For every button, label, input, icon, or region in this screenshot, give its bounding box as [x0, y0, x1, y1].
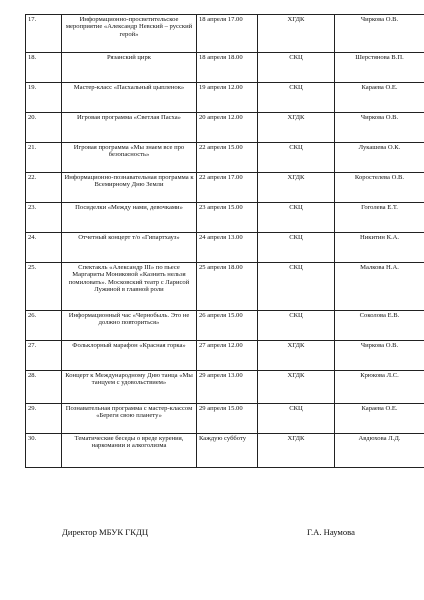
row-number: 29.	[26, 404, 62, 434]
event-name: Познавательная программа с мастер-классом «Береги свою планету»	[62, 404, 197, 434]
event-responsible: Караева О.Е.	[335, 83, 424, 113]
event-responsible: Чиркова О.В.	[335, 15, 424, 53]
table-row	[26, 15, 424, 53]
event-date: 29 апреля 15.00	[197, 404, 258, 434]
event-responsible: Гоголева Е.Т.	[335, 203, 424, 233]
table-row	[26, 203, 424, 233]
table-row	[26, 53, 424, 83]
event-place: СКЦ	[258, 311, 335, 341]
event-name: Фольклорный марафон «Красная горка»	[62, 341, 197, 371]
table-row	[26, 341, 424, 371]
event-responsible: Малкова Н.А.	[335, 263, 424, 311]
signature-position: Директор МБУК ГКДЦ	[62, 527, 149, 537]
event-responsible: Крюкова Л.С.	[335, 371, 424, 404]
event-name: Игровая программа «Светлая Пасха»	[62, 113, 197, 143]
row-number: 21.	[26, 143, 62, 173]
event-date: 18 апреля 18.00	[197, 53, 258, 83]
event-date: 19 апреля 12.00	[197, 83, 258, 113]
table-row	[26, 404, 424, 434]
events-table-body	[26, 15, 424, 468]
event-date: 24 апреля 13.00	[197, 233, 258, 263]
events-table	[25, 14, 424, 468]
event-place: ХГДК	[258, 15, 335, 53]
table-row	[26, 434, 424, 468]
event-responsible: Караева О.Е.	[335, 404, 424, 434]
event-name: Игровая программа «Мы знаем все про безопасность»	[62, 143, 197, 173]
event-name: Мастер-класс «Пасхальный цыпленок»	[62, 83, 197, 113]
event-name: Рязанский цирк	[62, 53, 197, 83]
event-place: СКЦ	[258, 53, 335, 83]
event-place: ХГДК	[258, 371, 335, 404]
event-date: 20 апреля 12.00	[197, 113, 258, 143]
event-place: ХГДК	[258, 341, 335, 371]
row-number: 23.	[26, 203, 62, 233]
table-row	[26, 311, 424, 341]
table-row	[26, 263, 424, 311]
event-place: СКЦ	[258, 83, 335, 113]
event-responsible: Коростелева О.В.	[335, 173, 424, 203]
table-row	[26, 371, 424, 404]
row-number: 27.	[26, 341, 62, 371]
event-name: Концерт к Международному Дню танца «Мы танцуем с удовольствием»	[62, 371, 197, 404]
row-number: 28.	[26, 371, 62, 404]
event-place: СКЦ	[258, 233, 335, 263]
event-place: СКЦ	[258, 263, 335, 311]
event-date: 18 апреля 17.00	[197, 15, 258, 53]
event-name: Информационный час «Чернобыль. Это не должно повториться»	[62, 311, 197, 341]
table-row	[26, 143, 424, 173]
event-date: 23 апреля 15.00	[197, 203, 258, 233]
event-responsible: Никитин К.А.	[335, 233, 424, 263]
signature-name: Г.А. Наумова	[307, 527, 355, 537]
event-responsible: Чиркова О.В.	[335, 113, 424, 143]
event-date: 22 апреля 15.00	[197, 143, 258, 173]
table-row	[26, 83, 424, 113]
event-responsible: Шерстянова В.П.	[335, 53, 424, 83]
event-responsible: Соколова Е.В.	[335, 311, 424, 341]
row-number: 26.	[26, 311, 62, 341]
table-row	[26, 233, 424, 263]
row-number: 20.	[26, 113, 62, 143]
row-number: 22.	[26, 173, 62, 203]
event-responsible: Лукашева О.К.	[335, 143, 424, 173]
event-date: 26 апреля 15.00	[197, 311, 258, 341]
event-name: Тематические беседы о вреде курения, наркомании и алкоголизма	[62, 434, 197, 468]
event-place: ХГДК	[258, 113, 335, 143]
row-number: 24.	[26, 233, 62, 263]
event-place: СКЦ	[258, 143, 335, 173]
event-name: Информационно-познавательная программа к Всемирному Дню Земли	[62, 173, 197, 203]
event-place: СКЦ	[258, 203, 335, 233]
event-date: Каждую субботу	[197, 434, 258, 468]
table-row	[26, 173, 424, 203]
row-number: 19.	[26, 83, 62, 113]
event-place: СКЦ	[258, 404, 335, 434]
event-name: Отчетный концерт т/о «Гипартхауз»	[62, 233, 197, 263]
event-responsible: Авдюхова Л.Д.	[335, 434, 424, 468]
event-date: 27 апреля 12.00	[197, 341, 258, 371]
event-date: 22 апреля 17.00	[197, 173, 258, 203]
table-row	[26, 113, 424, 143]
row-number: 25.	[26, 263, 62, 311]
row-number: 30.	[26, 434, 62, 468]
event-name: Посиделки «Между нами, девочками»	[62, 203, 197, 233]
event-name: Информационно-просветительское мероприятие «Александр Невский – русский герой»	[62, 15, 197, 53]
event-date: 25 апреля 18.00	[197, 263, 258, 311]
event-place: ХГДК	[258, 173, 335, 203]
event-name: Спектакль «Александр III» по пьесе Маргариты Мониковой «Казнить нельзя помиловать». Московский театр с Ларисой Лужиной в главной роли	[62, 263, 197, 311]
row-number: 18.	[26, 53, 62, 83]
event-date: 29 апреля 13.00	[197, 371, 258, 404]
event-responsible: Чиркова О.В.	[335, 341, 424, 371]
event-place: ХГДК	[258, 434, 335, 468]
row-number: 17.	[26, 15, 62, 53]
